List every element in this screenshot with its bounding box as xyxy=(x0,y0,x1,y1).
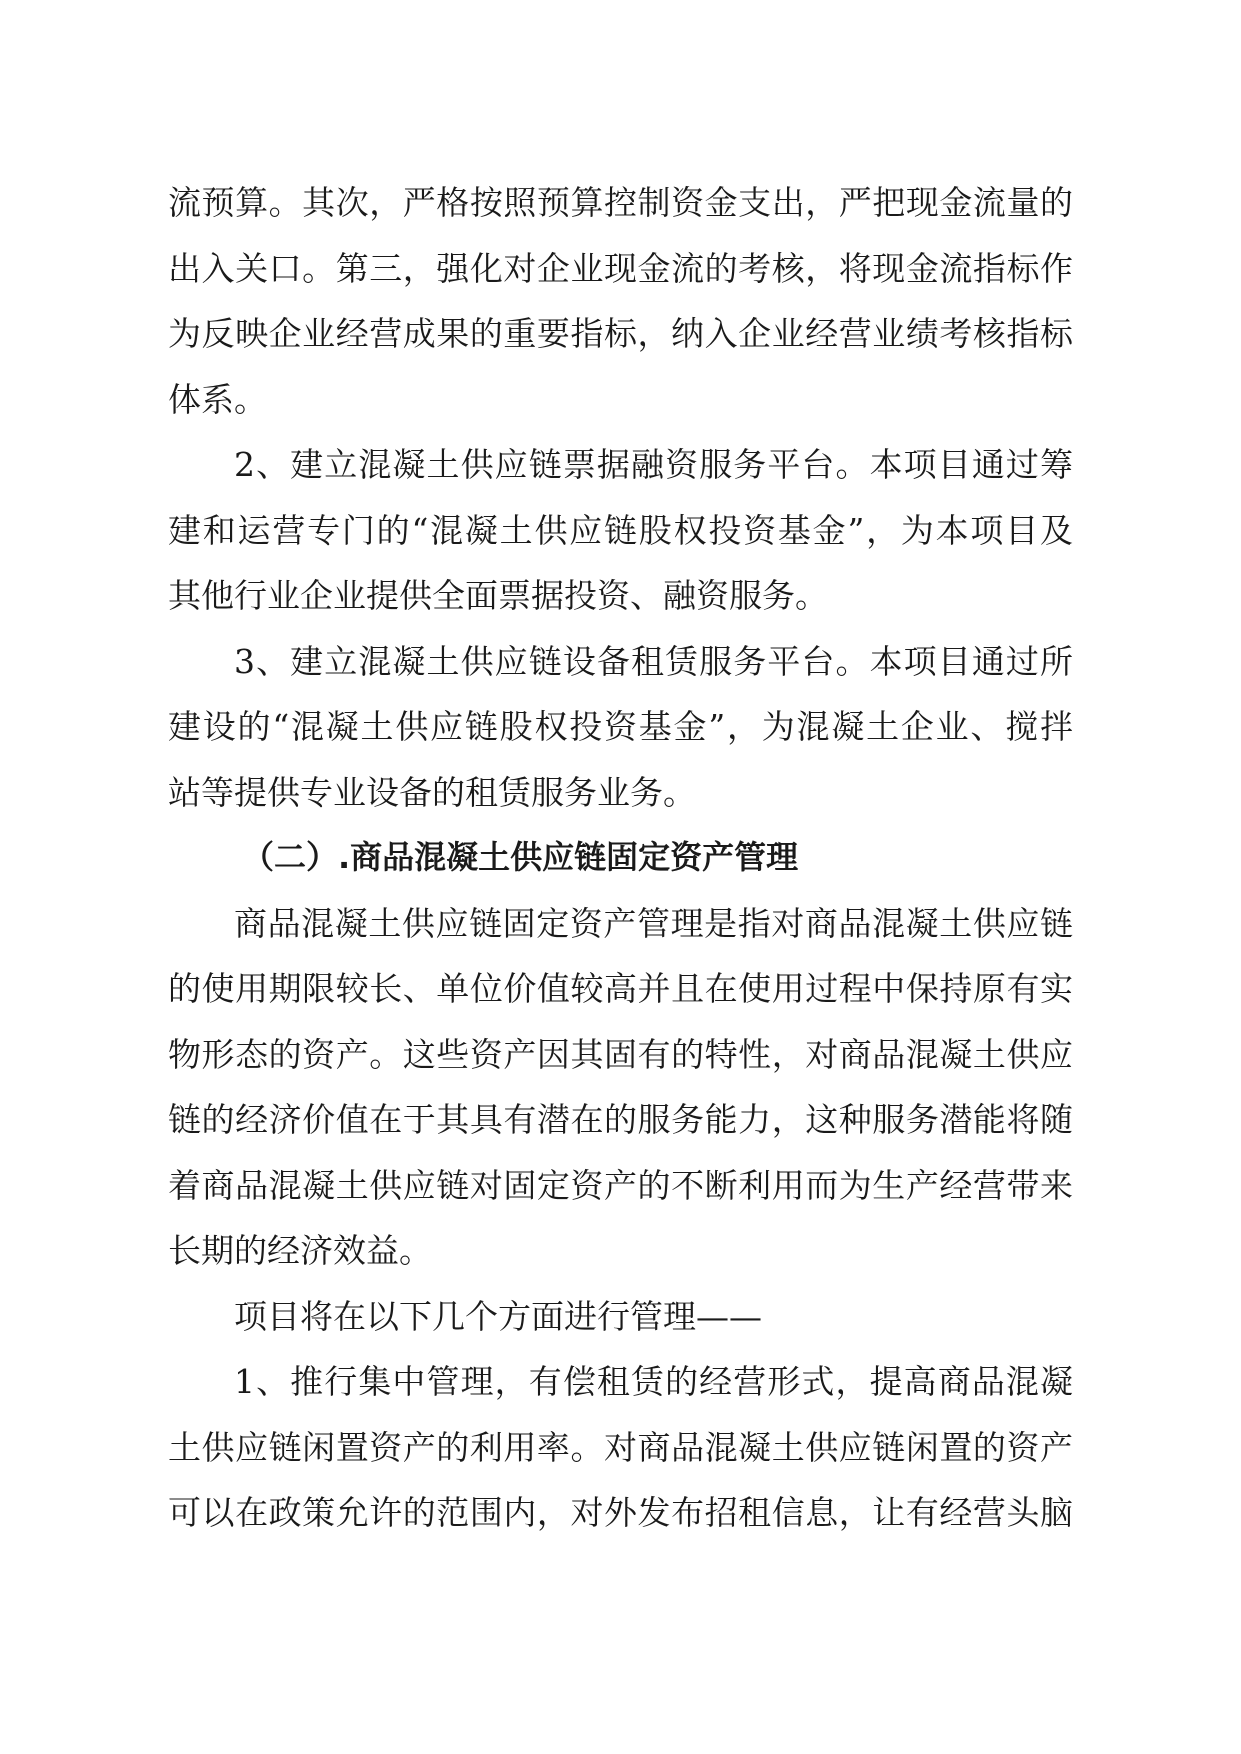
paragraph-bill-financing-platform xyxy=(168,432,1073,629)
heading-text: （二）.商品混凝土供应链固定资产管理 xyxy=(242,838,799,876)
text-line: 2、建立混凝土供应链票据融资服务平台。本项目通过筹 xyxy=(234,445,1073,484)
section-heading xyxy=(168,825,1073,891)
text-line: 建设的“混凝土供应链股权投资基金”，为混凝土企业、搅拌 xyxy=(168,707,1073,746)
paragraph-management-intro xyxy=(168,1284,1073,1350)
text-line: 3、建立混凝土供应链设备租赁服务平台。本项目通过所 xyxy=(234,641,1073,681)
text-line: 土供应链闲置资产的利用率。对商品混凝土供应链闲置的资产 xyxy=(168,1427,1073,1467)
text-line: 体系。 xyxy=(168,379,267,419)
text-line: 长期的经济效益。 xyxy=(168,1231,432,1270)
paragraph-equipment-leasing-platform xyxy=(168,629,1073,826)
text-line: 链的经济价值在于其具有潜在的服务能力，这种服务潜能将随 xyxy=(168,1100,1073,1139)
text-line: 物形态的资产。这些资产因其固有的特性，对商品混凝土供应 xyxy=(168,1034,1073,1074)
text-line: 为反映企业经营成果的重要指标，纳入企业经营业绩考核指标 xyxy=(168,314,1073,353)
text-line: 1、推行集中管理，有偿租赁的经营形式，提高商品混凝 xyxy=(234,1362,1073,1401)
text-line: 着商品混凝土供应链对固定资产的不断利用而为生产经营带来 xyxy=(168,1165,1073,1205)
text-line: 商品混凝土供应链固定资产管理是指对商品混凝土供应链 xyxy=(234,903,1073,943)
text-line: 的使用期限较长、单位价值较高并且在使用过程中保持原有实 xyxy=(168,969,1073,1008)
text-line: 建和运营专门的“混凝土供应链股权投资基金”，为本项目及 xyxy=(168,510,1073,550)
paragraph-fixed-asset-definition xyxy=(168,891,1073,1284)
text-line: 其他行业企业提供全面票据投资、融资服务。 xyxy=(168,576,828,615)
paragraph-centralized-management xyxy=(168,1349,1073,1546)
paragraph-cashflow-continuation xyxy=(168,170,1073,432)
text-line: 项目将在以下几个方面进行管理—— xyxy=(234,1296,762,1336)
text-line: 可以在政策允许的范围内，对外发布招租信息，让有经营头脑 xyxy=(168,1493,1073,1532)
text-line: 出入关口。第三，强化对企业现金流的考核，将现金流指标作 xyxy=(168,248,1073,288)
text-line: 流预算。其次，严格按照预算控制资金支出，严把现金流量的 xyxy=(168,183,1073,222)
text-line: 站等提供专业设备的租赁服务业务。 xyxy=(168,772,696,812)
document-body xyxy=(168,170,1073,1546)
